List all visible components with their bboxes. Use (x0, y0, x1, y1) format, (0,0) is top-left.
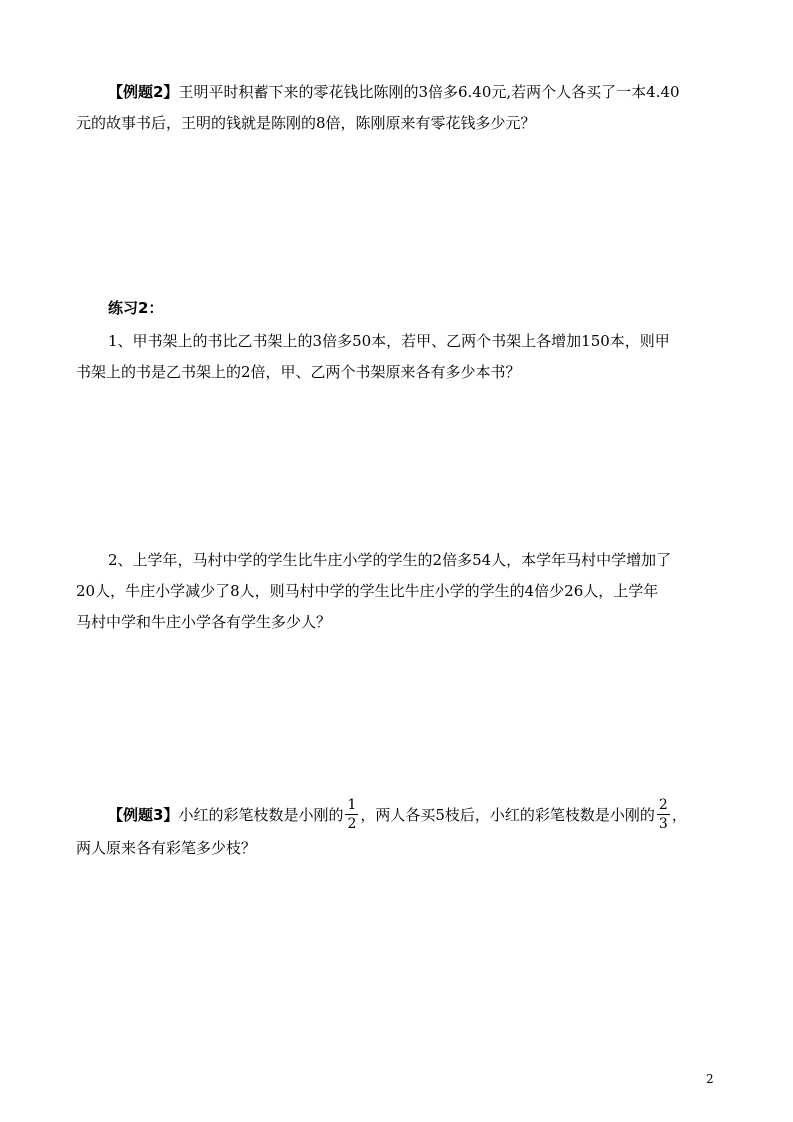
example2-line1 (76, 77, 726, 108)
fraction2-denominator: 3 (658, 815, 668, 832)
example3-text-b: ，两人各买5枝后，小红的彩笔枝数是小刚的 (360, 806, 655, 824)
fraction-two-thirds (657, 798, 670, 831)
example3-block (76, 797, 726, 864)
example3-text-a: 小红的彩笔枝数是小刚的 (178, 806, 344, 824)
q1-line1: 1、甲书架上的书比乙书架上的3倍多50本，若甲、乙两个书架上各增加150本，则甲 (108, 332, 670, 350)
practice2-question1 (76, 326, 726, 388)
q1-line2: 书架上的书是乙书架上的2倍，甲、乙两个书架原来各有多少本书？ (76, 363, 521, 381)
fraction1-denominator: 2 (347, 815, 357, 832)
q2-line2: 20人，牛庄小学减少了8人，则马村中学的学生比牛庄小学的学生的4倍少26人，上学年 (76, 582, 659, 600)
example3-line1 (76, 797, 726, 833)
example2-text-line1: 王明平时积蓄下来的零花钱比陈刚的3倍多6.40元,若两个人各买了一本4.40 (178, 83, 680, 101)
practice2-heading: 练习2： (108, 299, 164, 317)
fraction1-numerator: 1 (347, 796, 357, 813)
example3-line2: 两人原来各有彩笔多少枝？ (76, 839, 257, 857)
fraction-one-half (345, 798, 358, 831)
practice2-question2 (76, 545, 726, 638)
example2-label: 【例题2】 (108, 83, 179, 101)
fraction2-numerator: 2 (658, 796, 668, 813)
example3-label: 【例题3】 (108, 806, 179, 824)
example3-text-c: ， (671, 806, 687, 824)
example2-block (76, 77, 726, 139)
q2-line1: 2、上学年，马村中学的学生比牛庄小学的学生的2倍多54人，本学年马村中学增加了 (108, 551, 672, 569)
q2-line3: 马村中学和牛庄小学各有学生多少人？ (76, 613, 332, 631)
example2-line2: 元的故事书后，王明的钱就是陈刚的8倍，陈刚原来有零花钱多少元？ (76, 114, 536, 132)
page-number: 2 (706, 1072, 714, 1086)
